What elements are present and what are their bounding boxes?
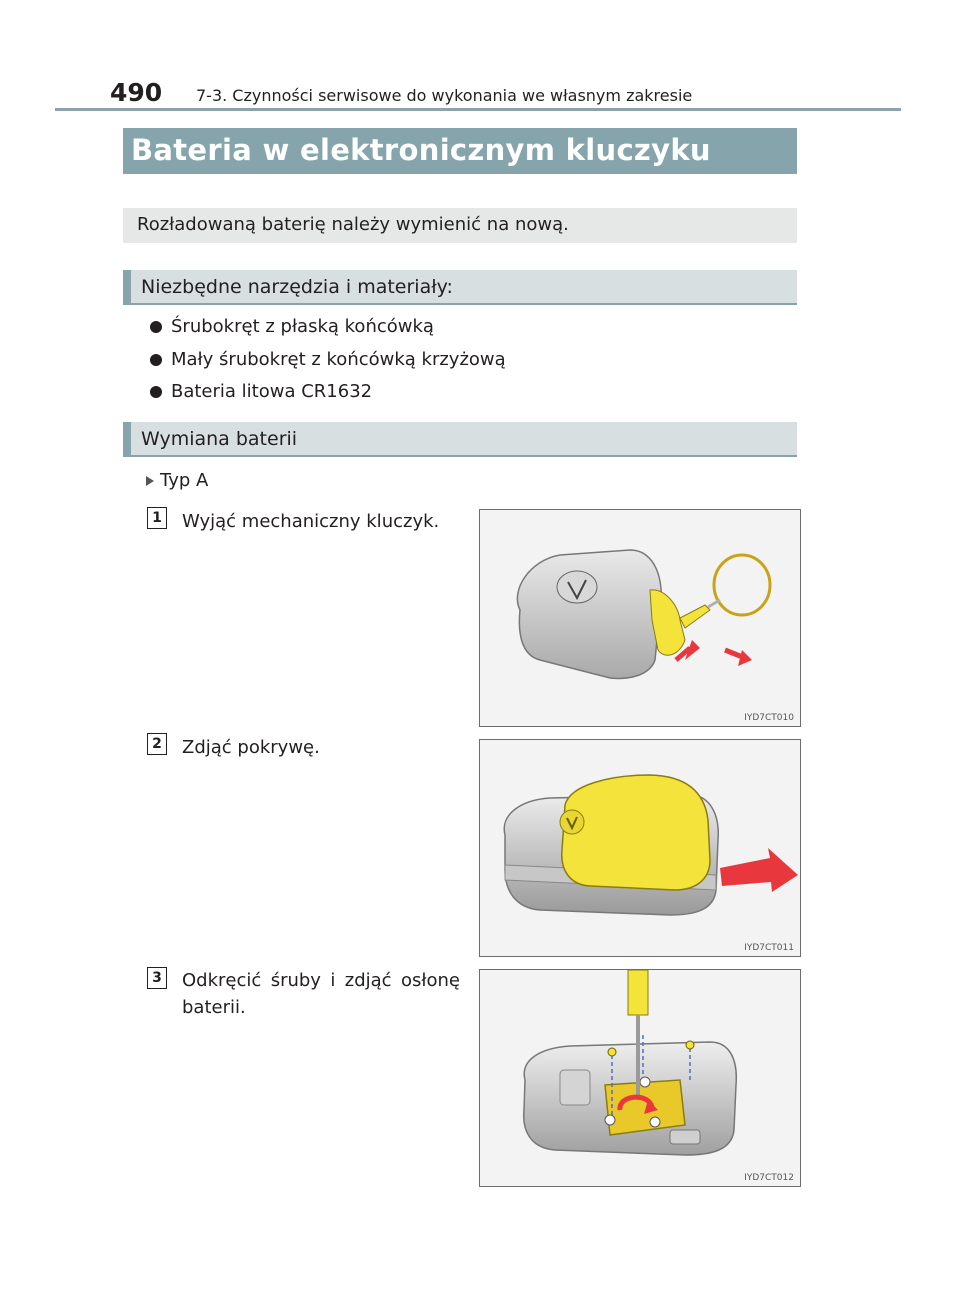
page-number: 490 — [110, 78, 163, 107]
figure-code: IYD7CT010 — [744, 713, 794, 723]
battery-cover-illustration — [480, 970, 800, 1186]
tools-heading-bar — [123, 270, 797, 305]
page-title: Bateria w elektronicznym kluczyku — [131, 133, 711, 167]
intro-box — [123, 208, 797, 243]
page-header — [110, 78, 692, 107]
header-divider — [55, 108, 901, 111]
triangle-marker-icon — [146, 476, 154, 486]
step-number-badge: 1 — [147, 507, 167, 529]
type-label-text: Typ A — [160, 470, 209, 491]
intro-text: Rozładowaną baterię należy wymienić na nową. — [137, 214, 569, 235]
bullet-icon — [150, 321, 162, 333]
step-instruction: Zdjąć pokrywę. — [182, 737, 320, 758]
replacement-heading-bar — [123, 422, 797, 457]
figure-code: IYD7CT011 — [744, 943, 794, 953]
tool-item-label: Mały śrubokręt z końcówką krzyżową — [171, 349, 506, 370]
figure-remove-cover — [479, 739, 801, 957]
figure-code: IYD7CT012 — [744, 1173, 794, 1183]
tool-item-label: Śrubokręt z płaską końcówką — [171, 316, 434, 337]
type-label — [146, 470, 208, 491]
figure-remove-mechanical-key — [479, 509, 801, 727]
step-instruction: Odkręcić śruby i zdjąć osłonę baterii. — [182, 970, 460, 1018]
tool-item — [150, 316, 434, 337]
bullet-icon — [150, 386, 162, 398]
tool-item-label: Bateria litowa CR1632 — [171, 381, 373, 402]
step-number-badge: 3 — [147, 967, 167, 989]
bullet-icon — [150, 354, 162, 366]
step-instruction: Wyjąć mechaniczny kluczyk. — [182, 511, 440, 532]
section-label: 7-3. Czynności serwisowe do wykonania we własnym zakresie — [196, 86, 693, 105]
tools-heading: Niezbędne narzędzia i materiały: — [141, 276, 453, 298]
tool-item — [150, 381, 372, 402]
page-title-bar — [123, 128, 797, 174]
replacement-heading: Wymiana baterii — [141, 428, 298, 450]
key-fob-illustration — [480, 510, 800, 726]
cover-removal-illustration — [480, 740, 800, 956]
figure-unscrew-battery-cover — [479, 969, 801, 1187]
step-number-badge: 2 — [147, 733, 167, 755]
tool-item — [150, 349, 506, 370]
